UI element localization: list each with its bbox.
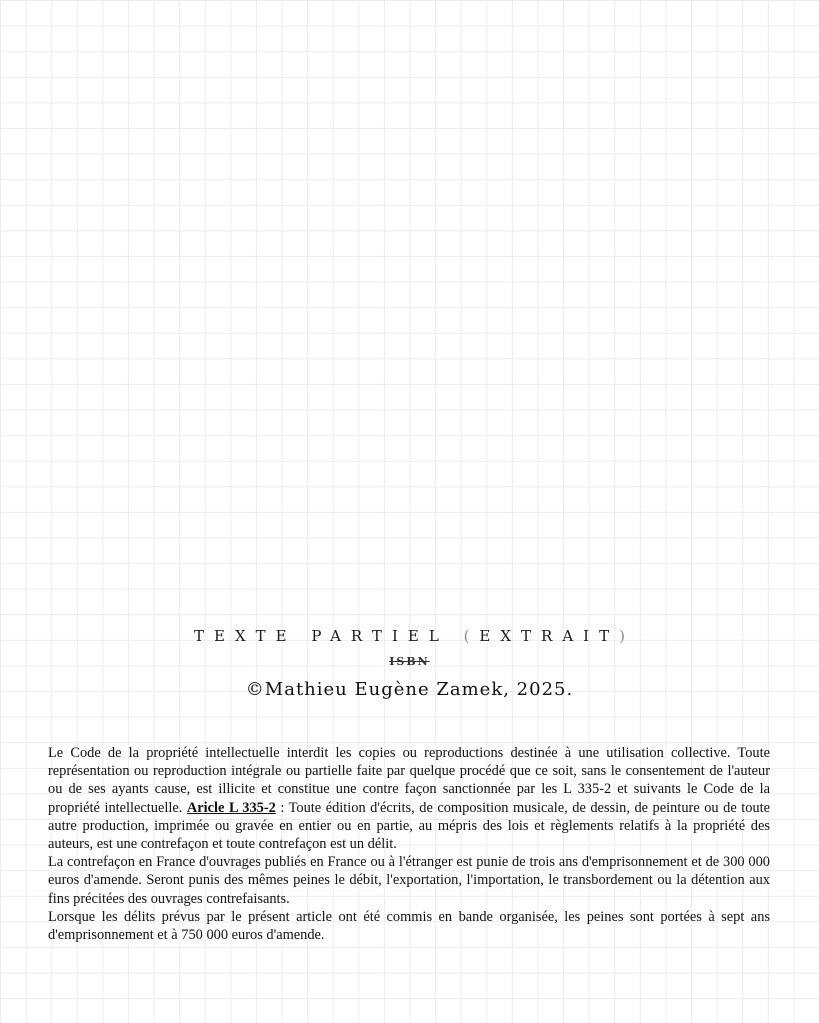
legal-paragraph-organized: Lorsque les délits prévus par le présent article ont été commis en bande organisée, les peines sont portées à sept ans d'emprisonnement et à 750 000 euros d'amende. [48, 908, 770, 944]
title-block [0, 622, 819, 703]
legal-intro-text: Le Code de la propriété intellectuelle interdit les copies ou reproductions destinée à une utilisation collective. Toute représentation ou reproduction intégrale ou partielle faite par quelque procédé que ce soit, sans le consentement de l'auteur ou de ses ayants cause, est illicite et constitue une contre façon sanctionnée par les L 335-2 et suivants le Code de la propriété intellectuelle. [48, 745, 770, 816]
legal-paragraph-intro [48, 744, 770, 853]
partial-label-open-paren: ( [463, 627, 480, 645]
article-text: : Toute édition d'écrits, de composition musicale, de dessin, de peinture ou de toute autre production, imprimée ou gravée en entier ou en partie, au mépris des lois et règlements relatifs à la propriété des auteurs, est une contrefaçon et toute contrefaçon est un délit. [48, 799, 770, 853]
partial-label-main: TEXTE PARTIEL [194, 627, 449, 645]
partial-label-close-paren: ) [619, 627, 635, 645]
legal-notice [48, 744, 770, 944]
isbn-label: ISBN [389, 655, 430, 668]
article-reference: Aricle L 335-2 [186, 799, 276, 816]
partial-label-inner: EXTRAIT [479, 627, 620, 645]
legal-paragraph-penalties: La contrefaçon en France d'ouvrages publiés en France ou à l'étranger est punie de trois ans d'emprisonnement et de 300 000 euros d'amende. Seront punis des mêmes peines le débit, l'exportation, l'importation, le transbordement ou la détention aux fins précitées des ouvrages contrefaisants. [48, 854, 770, 907]
partial-text-label [0, 622, 819, 650]
copyright-notice: ©Mathieu Eugène Zamek, 2025. [245, 679, 574, 700]
